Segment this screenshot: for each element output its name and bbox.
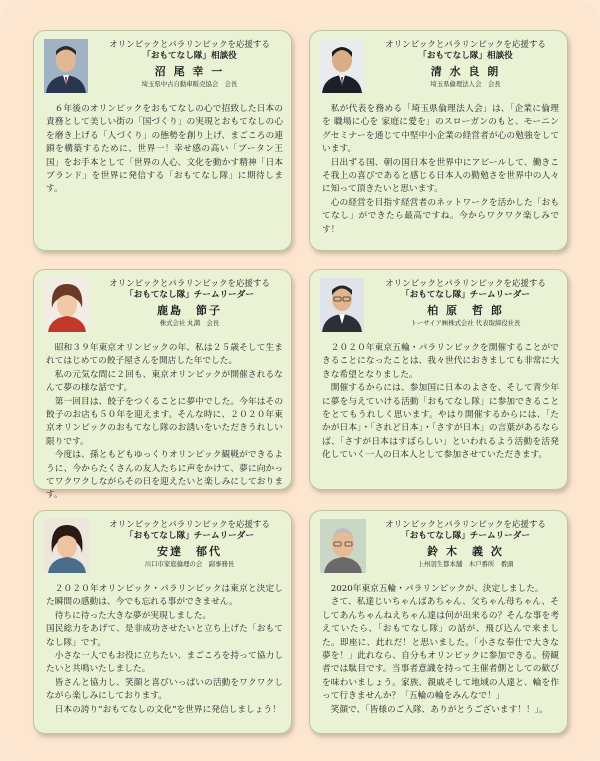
- support-caption: オリンピックとパラリンピックを応援する: [109, 279, 270, 289]
- message-body: [322, 103, 559, 237]
- woman-portrait-icon: [44, 278, 90, 332]
- person-affiliation: 上州羽生都本舗 木戸番所 番頭: [417, 560, 514, 568]
- woman-portrait-icon: [44, 519, 90, 573]
- message-card-numao: [33, 30, 292, 251]
- card-heading: [92, 279, 287, 328]
- support-caption: オリンピックとパラリンピックを応援する: [109, 520, 270, 530]
- person-name: 鈴 木 義 次: [427, 545, 504, 558]
- card-heading: [368, 279, 563, 328]
- support-caption: オリンピックとパラリンピックを応援する: [109, 40, 270, 50]
- message-body: [46, 583, 283, 717]
- person-name: 沼 尾 幸 一: [154, 65, 225, 78]
- card-header: [34, 31, 291, 98]
- message-card-kashiwabara: [309, 269, 568, 490]
- card-header: [34, 511, 291, 578]
- role-title: 「おもてなし隊」チームリーダー: [125, 531, 254, 541]
- message-paragraph: 心の経営を目指す経営者のネットワークを活かした「おもてなし」ができたら最高ですね。今からワクワク楽しみです！: [322, 197, 559, 235]
- message-paragraph: 2020年東京五輪・パラリンピックが、決定しました。: [330, 584, 544, 594]
- man-portrait-icon: [44, 39, 88, 93]
- message-paragraph: 日本の誇り”おもてなしの文化”を世界に発信しましょう！: [54, 704, 281, 715]
- message-paragraph: 笑顔で、「皆様のご入隊、ありがとうございます！！」。: [330, 704, 548, 715]
- person-affiliation: 株式会社 丸満 会長: [159, 319, 220, 327]
- person-name: 安達 郁代: [157, 545, 222, 558]
- card-heading: [92, 40, 287, 89]
- message-paragraph: 私が代表を務める「埼玉県倫理法人会」は、「企業に倫理を 職場に心を 家庭に愛を」のスローガンのもと、モーニングセミナーを通じて中堅中小企業の経営者が心の勉強をしています。: [322, 104, 559, 155]
- role-title: 「おもてなし隊」チームリーダー: [401, 290, 530, 300]
- role-title: 「おもてなし隊」チームリーダー: [125, 290, 254, 300]
- role-title: 「おもてなし隊」チームリーダー: [401, 531, 530, 541]
- message-paragraph: 今度は、孫ともどもゆっくりオリンピック観戦ができるように、今からたくさんの友人たちに声をかけて、夢に向かってワクワクしながらその日を迎えたいと楽しみにしております。: [46, 450, 283, 501]
- card-heading: [368, 40, 563, 89]
- person-affiliation: トーサイア㈱株式会社 代表取締役社長: [410, 319, 521, 327]
- message-paragraph: 待ちに待った大きな夢が実現しました。: [54, 610, 212, 621]
- message-paragraph: ６年後のオリンピックをおもてなしの心で招致した日本の責務として美しい街の「国づくり」の実現とおもてなしの心を磨き上げる「人づくり」の態勢を創り上げ、まごころの連鎖を構築するために、世界一！幸せ感の高い「ブータン王国」をお手本として「世界の人心、文化を動かす精神「日本ブランド」を世界に発信する「おもてなし隊」に期待します。: [46, 104, 283, 195]
- message-card-shimizu: [309, 30, 568, 251]
- person-affiliation: 川口市家庭倫理の会 副事務長: [144, 560, 235, 568]
- message-paragraph: ２０２０年オリンピック・パラリンピックは東京と決定した瞬間の感動は、今でも忘れる事ができません。: [46, 584, 283, 608]
- message-paragraph: 皆さんと協力し、笑顔と喜びいっぱいの活動をワクワクしながら楽しみにしております。: [46, 677, 283, 702]
- person-affiliation: 埼玉県倫理法人会 会長: [430, 80, 501, 88]
- card-header: [310, 31, 567, 98]
- card-header: [34, 270, 291, 337]
- man-portrait-icon: [320, 278, 364, 332]
- role-title: 「おもてなし隊」相談役: [142, 51, 237, 61]
- support-caption: オリンピックとパラリンピックを応援する: [385, 279, 546, 289]
- message-paragraph: 昭和３９年東京オリンピックの年、私は２５歳そして生まれてはじめての餃子屋さんを開店した年でした。: [46, 343, 283, 367]
- message-paragraph: 小さな一人でもお役に立ちたい、まごころを持って協力したいと共鳴いたしました。: [46, 651, 283, 675]
- message-card-suzuki: [309, 510, 568, 734]
- man-portrait-icon: [320, 39, 364, 93]
- card-header: [310, 270, 567, 337]
- person-affiliation: 埼玉県中古自動車販売協会 会長: [141, 80, 238, 88]
- support-caption: オリンピックとパラリンピックを応援する: [385, 520, 546, 530]
- message-paragraph: 第一回目は、餃子をつくることに夢中でした。今年はその餃子のお店も５０年を迎えます。そんな時に、２０２０年東京オリンピックのおもてなし隊のお誘いをいただきうれしい限りです。: [46, 396, 283, 447]
- role-title: 「おもてなし隊」相談役: [418, 51, 513, 61]
- card-heading: [92, 520, 287, 569]
- message-paragraph: ２０２０年東京五輪・パラリンピックを開催することができることになったことは、我々世代におきましても非常に大きな希望となりました。: [322, 343, 559, 380]
- person-name: 柏 原 哲 郎: [427, 304, 504, 317]
- message-body: [46, 342, 283, 503]
- message-paragraph: 国民総力をあげて、是非成功させたいと立ち上げた「おもてなし隊」です。: [46, 624, 283, 648]
- message-body: [322, 342, 559, 463]
- message-body: [322, 583, 559, 717]
- card-header: [310, 511, 567, 578]
- message-paragraph: 開催するからには、参加国に日本のよさを、そして青少年に夢を与えていける活動「おもてなし隊」に参加できることをとてもうれしく思います。やはり開催するからには、「たかが日本」・「されど日本」・「さすが日本」の言葉があるならば、「さすが日本はすばらしい」といわれるよう活動を活発化していく一人の日本人として参加させていただきます。: [322, 383, 559, 461]
- message-card-adachi: [33, 510, 292, 734]
- card-heading: [368, 520, 563, 569]
- message-paragraph: 日出ずる国、朝の国日本を世界中にアピールして、働きこそ我上の喜びであると感じる日本人の勤勉さを世界中の人々に知って頂きたいと思います。: [322, 157, 559, 195]
- message-paragraph: 私の元気な間に２回も、東京オリンピックが開催されるなんて夢の様な話です。: [46, 369, 283, 394]
- support-caption: オリンピックとパラリンピックを応援する: [385, 40, 546, 50]
- person-name: 鹿島 節子: [157, 304, 222, 317]
- message-body: [46, 103, 283, 197]
- man-portrait-icon: [320, 519, 366, 573]
- message-card-kashima: [33, 269, 292, 501]
- message-paragraph: さて、私達じいちゃんばあちゃん、父ちゃん母ちゃん、そしてあんちゃんねえちゃん達は何が出来るの？そんな事を考えていたら、「おもてなし隊」の話が、飛び込んで来ました。即座に、此れだ！と思いました。「小さな奉仕で大きな夢を！」此れなら、自分もオリンピックに参加できる。傍観者では駄目です。当事者意識を持って主催者側としての歓びを味わいましょう。家族、親戚そして地域の人達と、輪を作って行きませんか？「五輪の輪をみんなで！」: [322, 597, 559, 702]
- person-name: 清 水 良 朗: [430, 65, 501, 78]
